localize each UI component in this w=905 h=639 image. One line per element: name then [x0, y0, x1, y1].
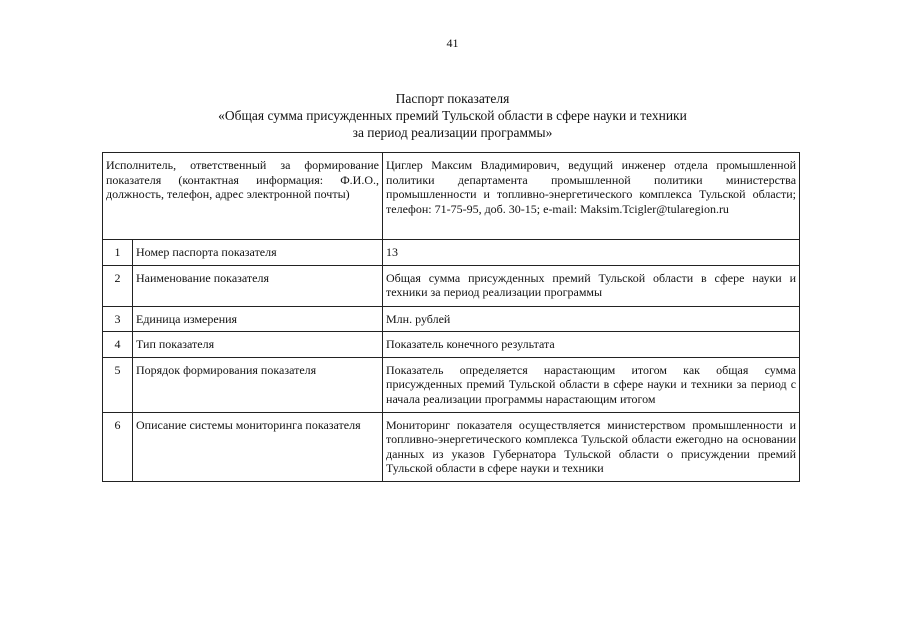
- row-number: 1: [103, 240, 133, 266]
- row-value: Млн. рублей: [383, 306, 800, 332]
- title-line-1: Паспорт показателя: [395, 91, 510, 106]
- row-label: Номер паспорта показателя: [133, 240, 383, 266]
- passport-table: [102, 152, 800, 482]
- table-row: [103, 332, 800, 358]
- row-label: Единица измерения: [133, 306, 383, 332]
- row-value: Мониторинг показателя осуществляется министерством промышленности и топливно-энергетического комплекса Тульской области ежегодно на основании данных из указов Губернатора Тульской области о присуждении премий Тульской области в сфере науки и техники: [383, 412, 800, 481]
- row-number: 5: [103, 357, 133, 412]
- row-number: 2: [103, 265, 133, 306]
- table-row: [103, 306, 800, 332]
- document-title: [0, 90, 905, 141]
- row-label: Тип показателя: [133, 332, 383, 358]
- table-row: [103, 265, 800, 306]
- page-number: 41: [446, 36, 459, 50]
- executor-value: Циглер Максим Владимирович, ведущий инженер отдела промышленной политики департамента промышленной политики министерства промышленности и топливно-энергетического комплекса Тульской области; телефон: 71-75-95, доб. 30-15; e-mail: Maksim.Tcigler@tularegion.ru: [383, 153, 800, 240]
- row-label: Описание системы мониторинга показателя: [133, 412, 383, 481]
- table-row-executor: [103, 153, 800, 240]
- row-value: Общая сумма присужденных премий Тульской области в сфере науки и техники за период реализации программы: [383, 265, 800, 306]
- table-row: [103, 412, 800, 481]
- row-label: Наименование показателя: [133, 265, 383, 306]
- row-value: 13: [383, 240, 800, 266]
- table-row: [103, 240, 800, 266]
- executor-label: Исполнитель, ответственный за формирование показателя (контактная информация: Ф.И.О., должность, телефон, адрес электронной почты): [103, 153, 383, 240]
- row-value: Показатель конечного результата: [383, 332, 800, 358]
- row-label: Порядок формирования показателя: [133, 357, 383, 412]
- title-line-2: «Общая сумма присужденных премий Тульской области в сфере науки и техники: [218, 108, 687, 123]
- row-number: 4: [103, 332, 133, 358]
- row-number: 3: [103, 306, 133, 332]
- table-row: [103, 357, 800, 412]
- row-number: 6: [103, 412, 133, 481]
- title-line-3: за период реализации программы»: [352, 125, 553, 140]
- row-value: Показатель определяется нарастающим итогом как общая сумма присужденных премий Тульской области в сфере науки и техники за период с начала реализации программы нарастающим итогом: [383, 357, 800, 412]
